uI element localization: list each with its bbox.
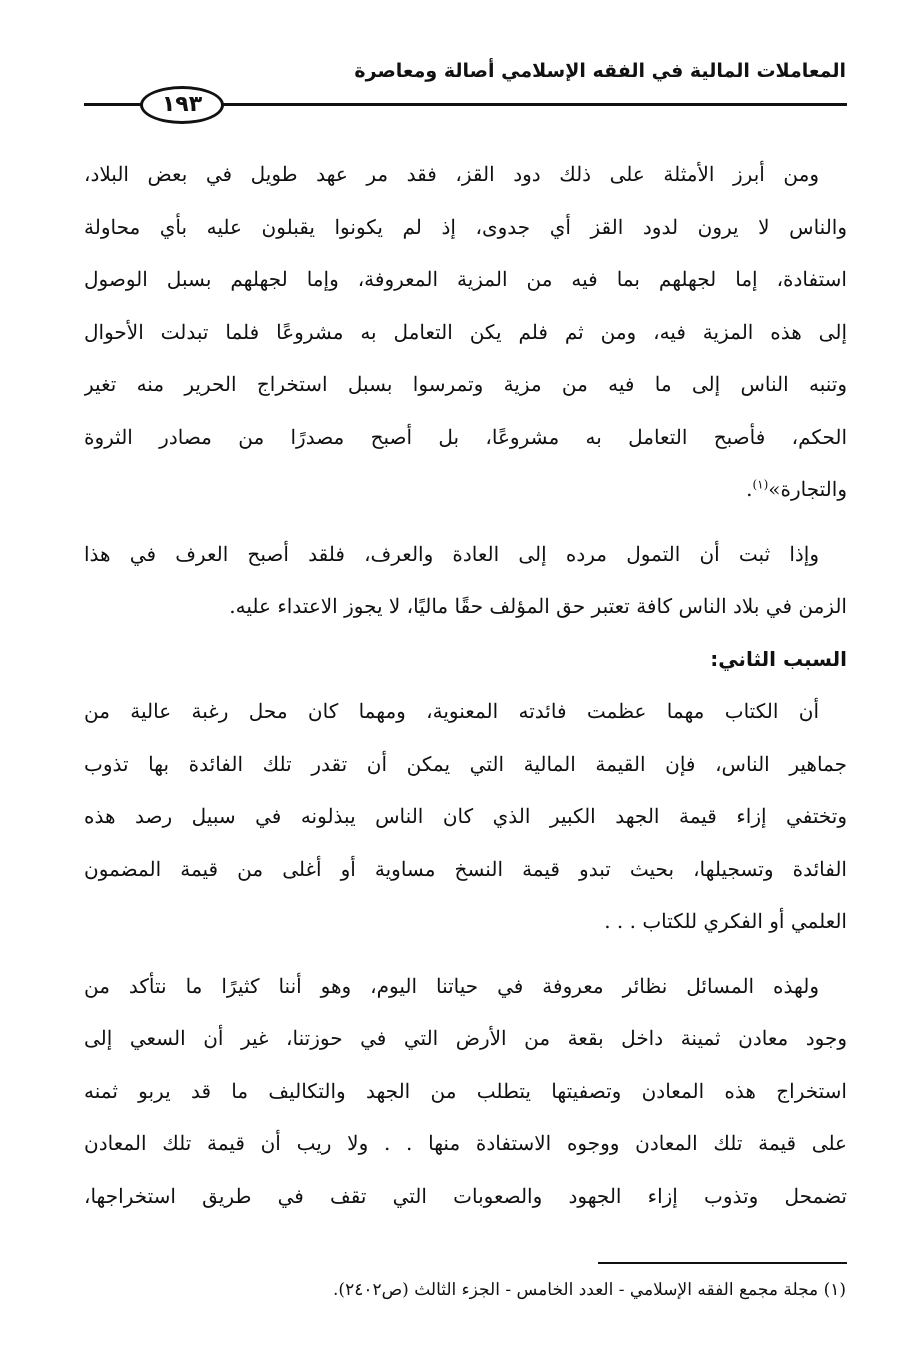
text-line: على قيمة تلك المعادن ووجوه الاستفادة منها . . ولا ريب أن قيمة تلك المعادن — [84, 1131, 847, 1155]
text-line: الحكم، فأصبح التعامل به مشروعًا، بل أصبح مصدرًا من مصادر الثروة — [84, 424, 847, 449]
footnote-rule — [598, 1262, 847, 1264]
text-line: تضمحل وتذوب إزاء الجهود والصعوبات التي تقف في طريق استخراجها، — [84, 1183, 847, 1208]
text-line-with-footnote — [84, 463, 847, 516]
text-line: أن الكتاب مهما عظمت فائدته المعنوية، ومهما كان محل رغبة عالية من — [84, 699, 819, 723]
text-line: إلى هذه المزية فيه، ومن ثم فلم يكن التعامل به مشروعًا فلما تبدلت الأحوال — [84, 319, 847, 344]
text-line: ولهذه المسائل نظائر معروفة في حياتنا اليوم، وهو أننا كثيرًا ما نتأكد من — [84, 973, 819, 998]
page-number: ١٩٣ — [140, 86, 224, 124]
footnote-text: مجلة مجمع الفقه الإسلامي - العدد الخامس - الجزء الثالث (ص٢٤٠٢). — [333, 1280, 819, 1300]
text-fragment: والتجارة» — [768, 477, 847, 501]
text-line: الزمن في بلاد الناس كافة تعتبر حق المؤلف حقًا ماليًا، لا يجوز الاعتداء عليه. — [229, 594, 847, 618]
text-line: جماهير الناس، فإن القيمة المالية التي يمكن أن تقدر تلك الفائدة بها تذوب — [84, 751, 847, 776]
text-line: الفائدة وتسجيلها، بحيث تبدو قيمة النسخ مساوية أو أغلى من قيمة المضمون — [84, 856, 847, 881]
text-line: استفادة، إما لجهلهم بما فيه من المزية المعروفة، وإما لجهلهم بسبل الوصول — [84, 267, 847, 291]
body-text — [84, 148, 847, 1222]
end-mark: . — [746, 477, 753, 501]
running-header-title: المعاملات المالية في الفقه الإسلامي أصالة ومعاصرة — [354, 60, 846, 82]
footnote-reference: (١) — [752, 477, 769, 492]
text-line: وجود معادن ثمينة داخل بقعة من الأرض التي في حوزتنا، غير أن السعي إلى — [84, 1026, 847, 1050]
text-line: استخراج هذه المعادن وتصفيتها يتطلب من الجهد والتكاليف ما قد يربو ثمنه — [84, 1078, 847, 1103]
text-line: والناس لا يرون لدود القز أي جدوى، إذ لم يكونوا يقبلون عليه بأي محاولة — [84, 214, 847, 239]
text-line: العلمي أو الفكري للكتاب . . . — [604, 909, 847, 933]
text-line: وإذا ثبت أن التمول مرده إلى العادة والعرف، فلقد أصبح العرف في هذا — [84, 541, 819, 566]
text-line: ومن أبرز الأمثلة على ذلك دود القز، فقد مر عهد طويل في بعض البلاد، — [84, 162, 819, 186]
footnote — [333, 1280, 846, 1300]
text-line: وتنبه الناس إلى ما فيه من مزية وتمرسوا بسبل استخراج الحرير منه تغير — [84, 372, 847, 396]
section-heading: السبب الثاني: — [710, 646, 847, 671]
footnote-number: (١) — [823, 1280, 846, 1300]
text-line: وتختفي إزاء قيمة الجهد الكبير الذي كان الناس يبذلونه في سبيل رصد هذه — [84, 804, 847, 828]
